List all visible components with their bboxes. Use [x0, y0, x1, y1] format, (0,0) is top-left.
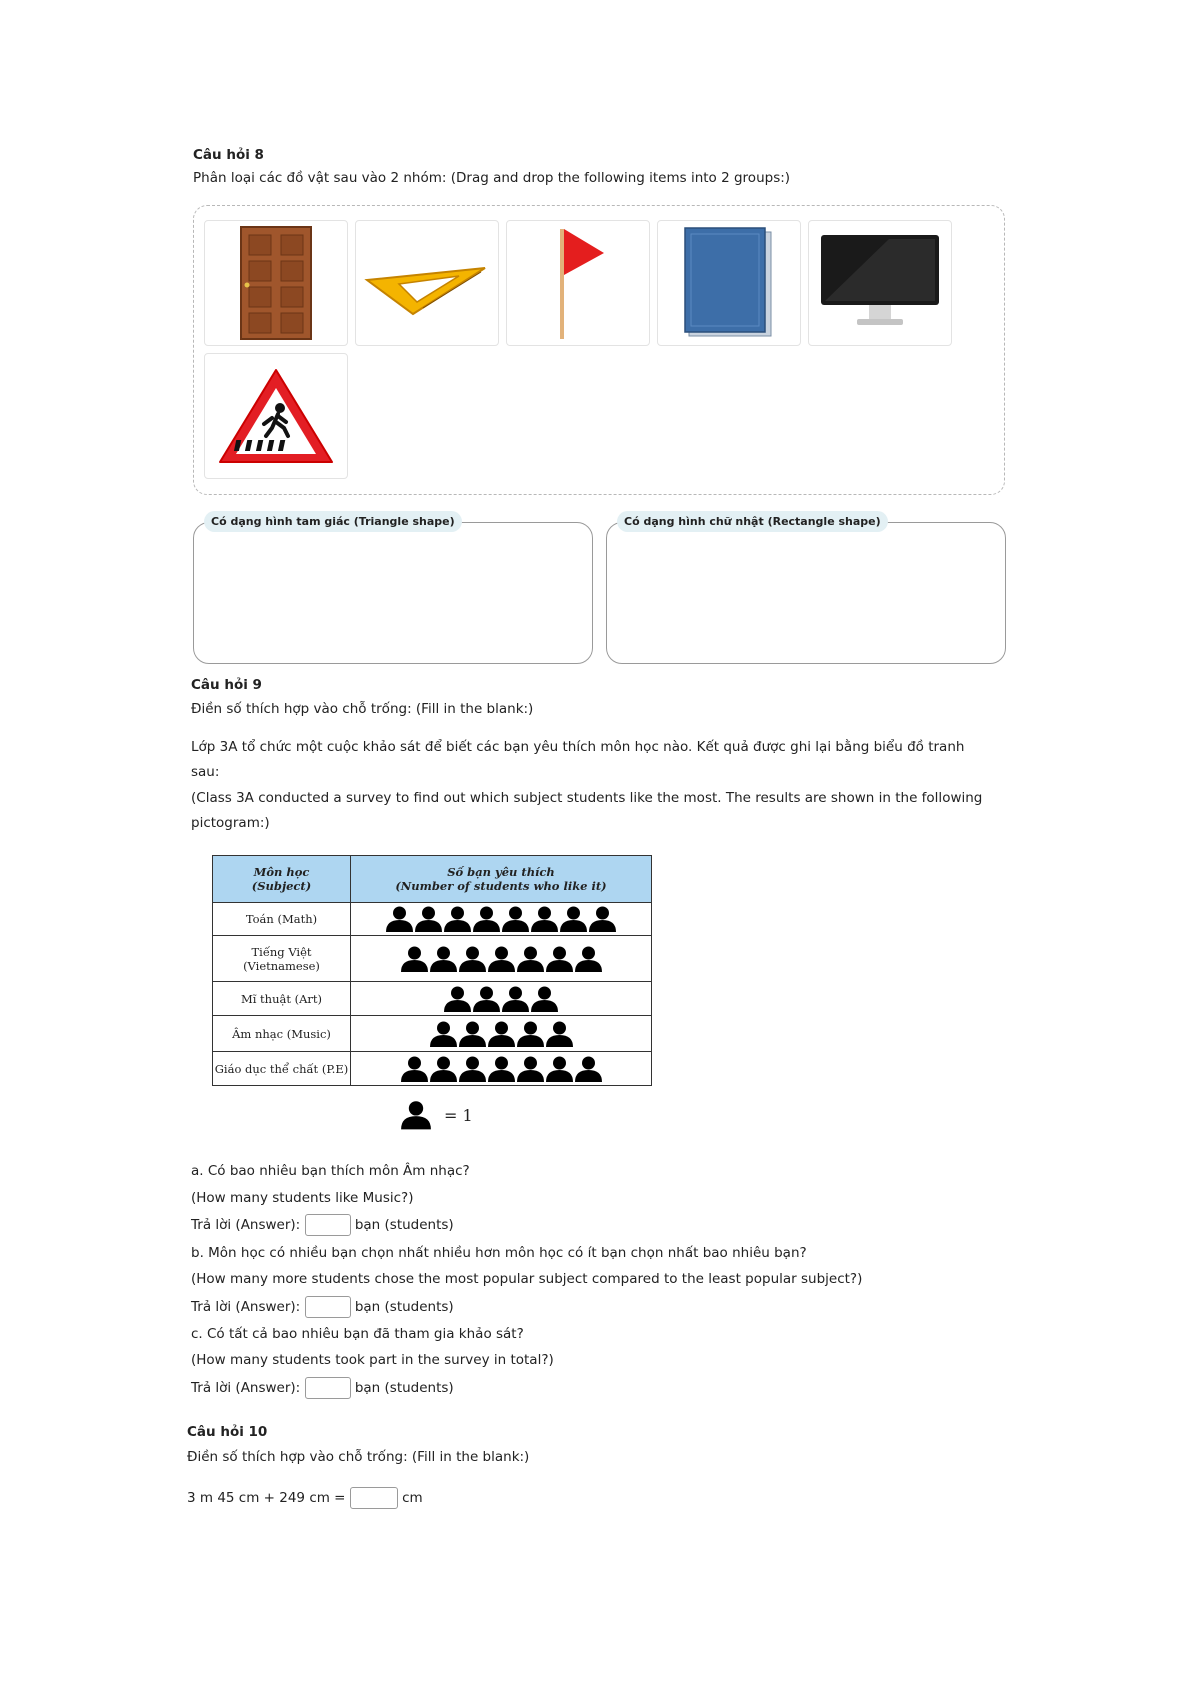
table-row — [213, 982, 652, 1016]
person-icon — [385, 906, 414, 932]
person-icon — [414, 906, 443, 932]
item-pedestrian-sign[interactable] — [204, 353, 348, 479]
header-count-vi: Số bạn yêu thích — [447, 865, 555, 879]
person-icon — [487, 946, 516, 972]
monitor-icon — [819, 233, 941, 333]
answer-unit: bạn (students) — [354, 1299, 454, 1315]
header-subject-en: (Subject) — [251, 879, 312, 893]
person-icon — [545, 946, 574, 972]
person-icon — [458, 1056, 487, 1082]
group-triangle-dropzone[interactable] — [193, 515, 593, 664]
q10-title: Câu hỏi 10 — [187, 1424, 268, 1440]
row-icons — [351, 1021, 651, 1047]
person-icon — [516, 1056, 545, 1082]
group-triangle-label: Có dạng hình tam giác (Triangle shape) — [204, 511, 462, 532]
table-row — [213, 1052, 652, 1086]
q9b-answer-input[interactable] — [305, 1296, 351, 1318]
person-icon — [545, 1056, 574, 1082]
item-monitor[interactable] — [808, 220, 952, 346]
person-icon — [472, 986, 501, 1012]
person-icon — [501, 906, 530, 932]
q10-unit: cm — [402, 1490, 423, 1506]
q10-instruction: Điền số thích hợp vào chỗ trống: (Fill in the blank:) — [187, 1449, 530, 1465]
person-icon — [400, 1056, 429, 1082]
table-row — [213, 1016, 652, 1052]
answer-label: Trả lời (Answer): — [191, 1299, 301, 1315]
person-icon — [429, 1021, 458, 1047]
person-icon — [400, 1100, 432, 1130]
group-rectangle-label: Có dạng hình chữ nhật (Rectangle shape) — [617, 511, 888, 532]
q9-intro-en-line1: (Class 3A conducted a survey to find out which subject students like the most. The results are shown in the following — [191, 790, 983, 806]
q9a-en: (How many students like Music?) — [191, 1190, 414, 1206]
row-icons — [351, 1056, 651, 1082]
person-icon — [400, 946, 429, 972]
row-icons — [351, 946, 651, 972]
person-icon — [487, 1021, 516, 1047]
person-icon — [559, 906, 588, 932]
q9a-answer-row — [191, 1214, 454, 1236]
q9b-vi: b. Môn học có nhiều bạn chọn nhất nhiều hơn môn học có ít bạn chọn nhất bao nhiêu bạn? — [191, 1245, 807, 1261]
q9c-en: (How many students took part in the survey in total?) — [191, 1352, 554, 1368]
pictogram-table — [212, 855, 652, 1086]
q9c-answer-input[interactable] — [305, 1377, 351, 1399]
person-icon — [545, 1021, 574, 1047]
row-subject-en: (Vietnamese) — [243, 958, 320, 973]
pedestrian-crossing-sign-icon — [216, 366, 336, 466]
q9b-answer-row — [191, 1296, 454, 1318]
pictogram-legend — [400, 1100, 473, 1130]
legend-value: = 1 — [444, 1105, 473, 1125]
answer-label: Trả lời (Answer): — [191, 1380, 301, 1396]
person-icon — [574, 946, 603, 972]
person-icon — [429, 1056, 458, 1082]
item-door[interactable] — [204, 220, 348, 346]
item-book[interactable] — [657, 220, 801, 346]
person-icon — [429, 946, 458, 972]
person-icon — [516, 1021, 545, 1047]
book-icon — [683, 226, 775, 340]
flag-icon — [548, 225, 608, 341]
q10-expression-row — [187, 1487, 423, 1509]
person-icon — [443, 986, 472, 1012]
q9c-answer-row — [191, 1377, 454, 1399]
header-subject-vi: Môn học — [253, 865, 310, 879]
answer-label: Trả lời (Answer): — [191, 1217, 301, 1233]
q8-item-bank — [193, 205, 1005, 495]
row-subject: Tiếng Việt — [251, 944, 312, 959]
person-icon — [530, 906, 559, 932]
item-set-square[interactable] — [355, 220, 499, 346]
person-icon — [530, 986, 559, 1012]
q8-instruction: Phân loại các đồ vật sau vào 2 nhóm: (Drag and drop the following items into 2 groups:) — [193, 170, 791, 186]
q9a-answer-input[interactable] — [305, 1214, 351, 1236]
q9-intro-en-line2: pictogram:) — [191, 815, 270, 831]
person-icon — [501, 986, 530, 1012]
person-icon — [458, 946, 487, 972]
q9b-en: (How many more students chose the most popular subject compared to the least popular subject?) — [191, 1271, 863, 1287]
person-icon — [487, 1056, 516, 1082]
q10-expression: 3 m 45 cm + 249 cm = — [187, 1490, 346, 1506]
row-icons — [351, 986, 651, 1012]
person-icon — [574, 1056, 603, 1082]
q8-title: Câu hỏi 8 — [193, 147, 264, 163]
row-subject: Âm nhạc (Music) — [232, 1026, 331, 1041]
q10-answer-input[interactable] — [350, 1487, 398, 1509]
q9a-vi: a. Có bao nhiêu bạn thích môn Âm nhạc? — [191, 1163, 470, 1179]
q9-instruction: Điền số thích hợp vào chỗ trống: (Fill in the blank:) — [191, 701, 534, 717]
person-icon — [472, 906, 501, 932]
table-row — [213, 903, 652, 936]
person-icon — [516, 946, 545, 972]
group-rectangle-dropzone[interactable] — [606, 515, 1006, 664]
answer-unit: bạn (students) — [354, 1217, 454, 1233]
person-icon — [588, 906, 617, 932]
q9-intro-vi-line1: Lớp 3A tổ chức một cuộc khảo sát để biết các bạn yêu thích môn học nào. Kết quả được ghi lại bằng biểu đồ tranh — [191, 739, 965, 755]
door-icon — [239, 225, 313, 341]
table-row — [213, 936, 652, 982]
row-subject: Toán (Math) — [245, 912, 318, 926]
person-icon — [458, 1021, 487, 1047]
header-count-en: (Number of students who like it) — [395, 879, 607, 893]
item-flag[interactable] — [506, 220, 650, 346]
q9-title: Câu hỏi 9 — [191, 677, 262, 693]
row-icons — [351, 906, 651, 932]
q9-intro-vi-line2: sau: — [191, 764, 220, 780]
q9c-vi: c. Có tất cả bao nhiêu bạn đã tham gia khảo sát? — [191, 1326, 524, 1342]
row-subject: Mĩ thuật (Art) — [240, 991, 323, 1006]
person-icon — [443, 906, 472, 932]
answer-unit: bạn (students) — [354, 1380, 454, 1396]
header-subject — [213, 856, 351, 903]
set-square-icon — [363, 248, 491, 318]
row-subject: Giáo dục thể chất (P.E) — [214, 1061, 349, 1076]
header-count — [351, 856, 652, 903]
